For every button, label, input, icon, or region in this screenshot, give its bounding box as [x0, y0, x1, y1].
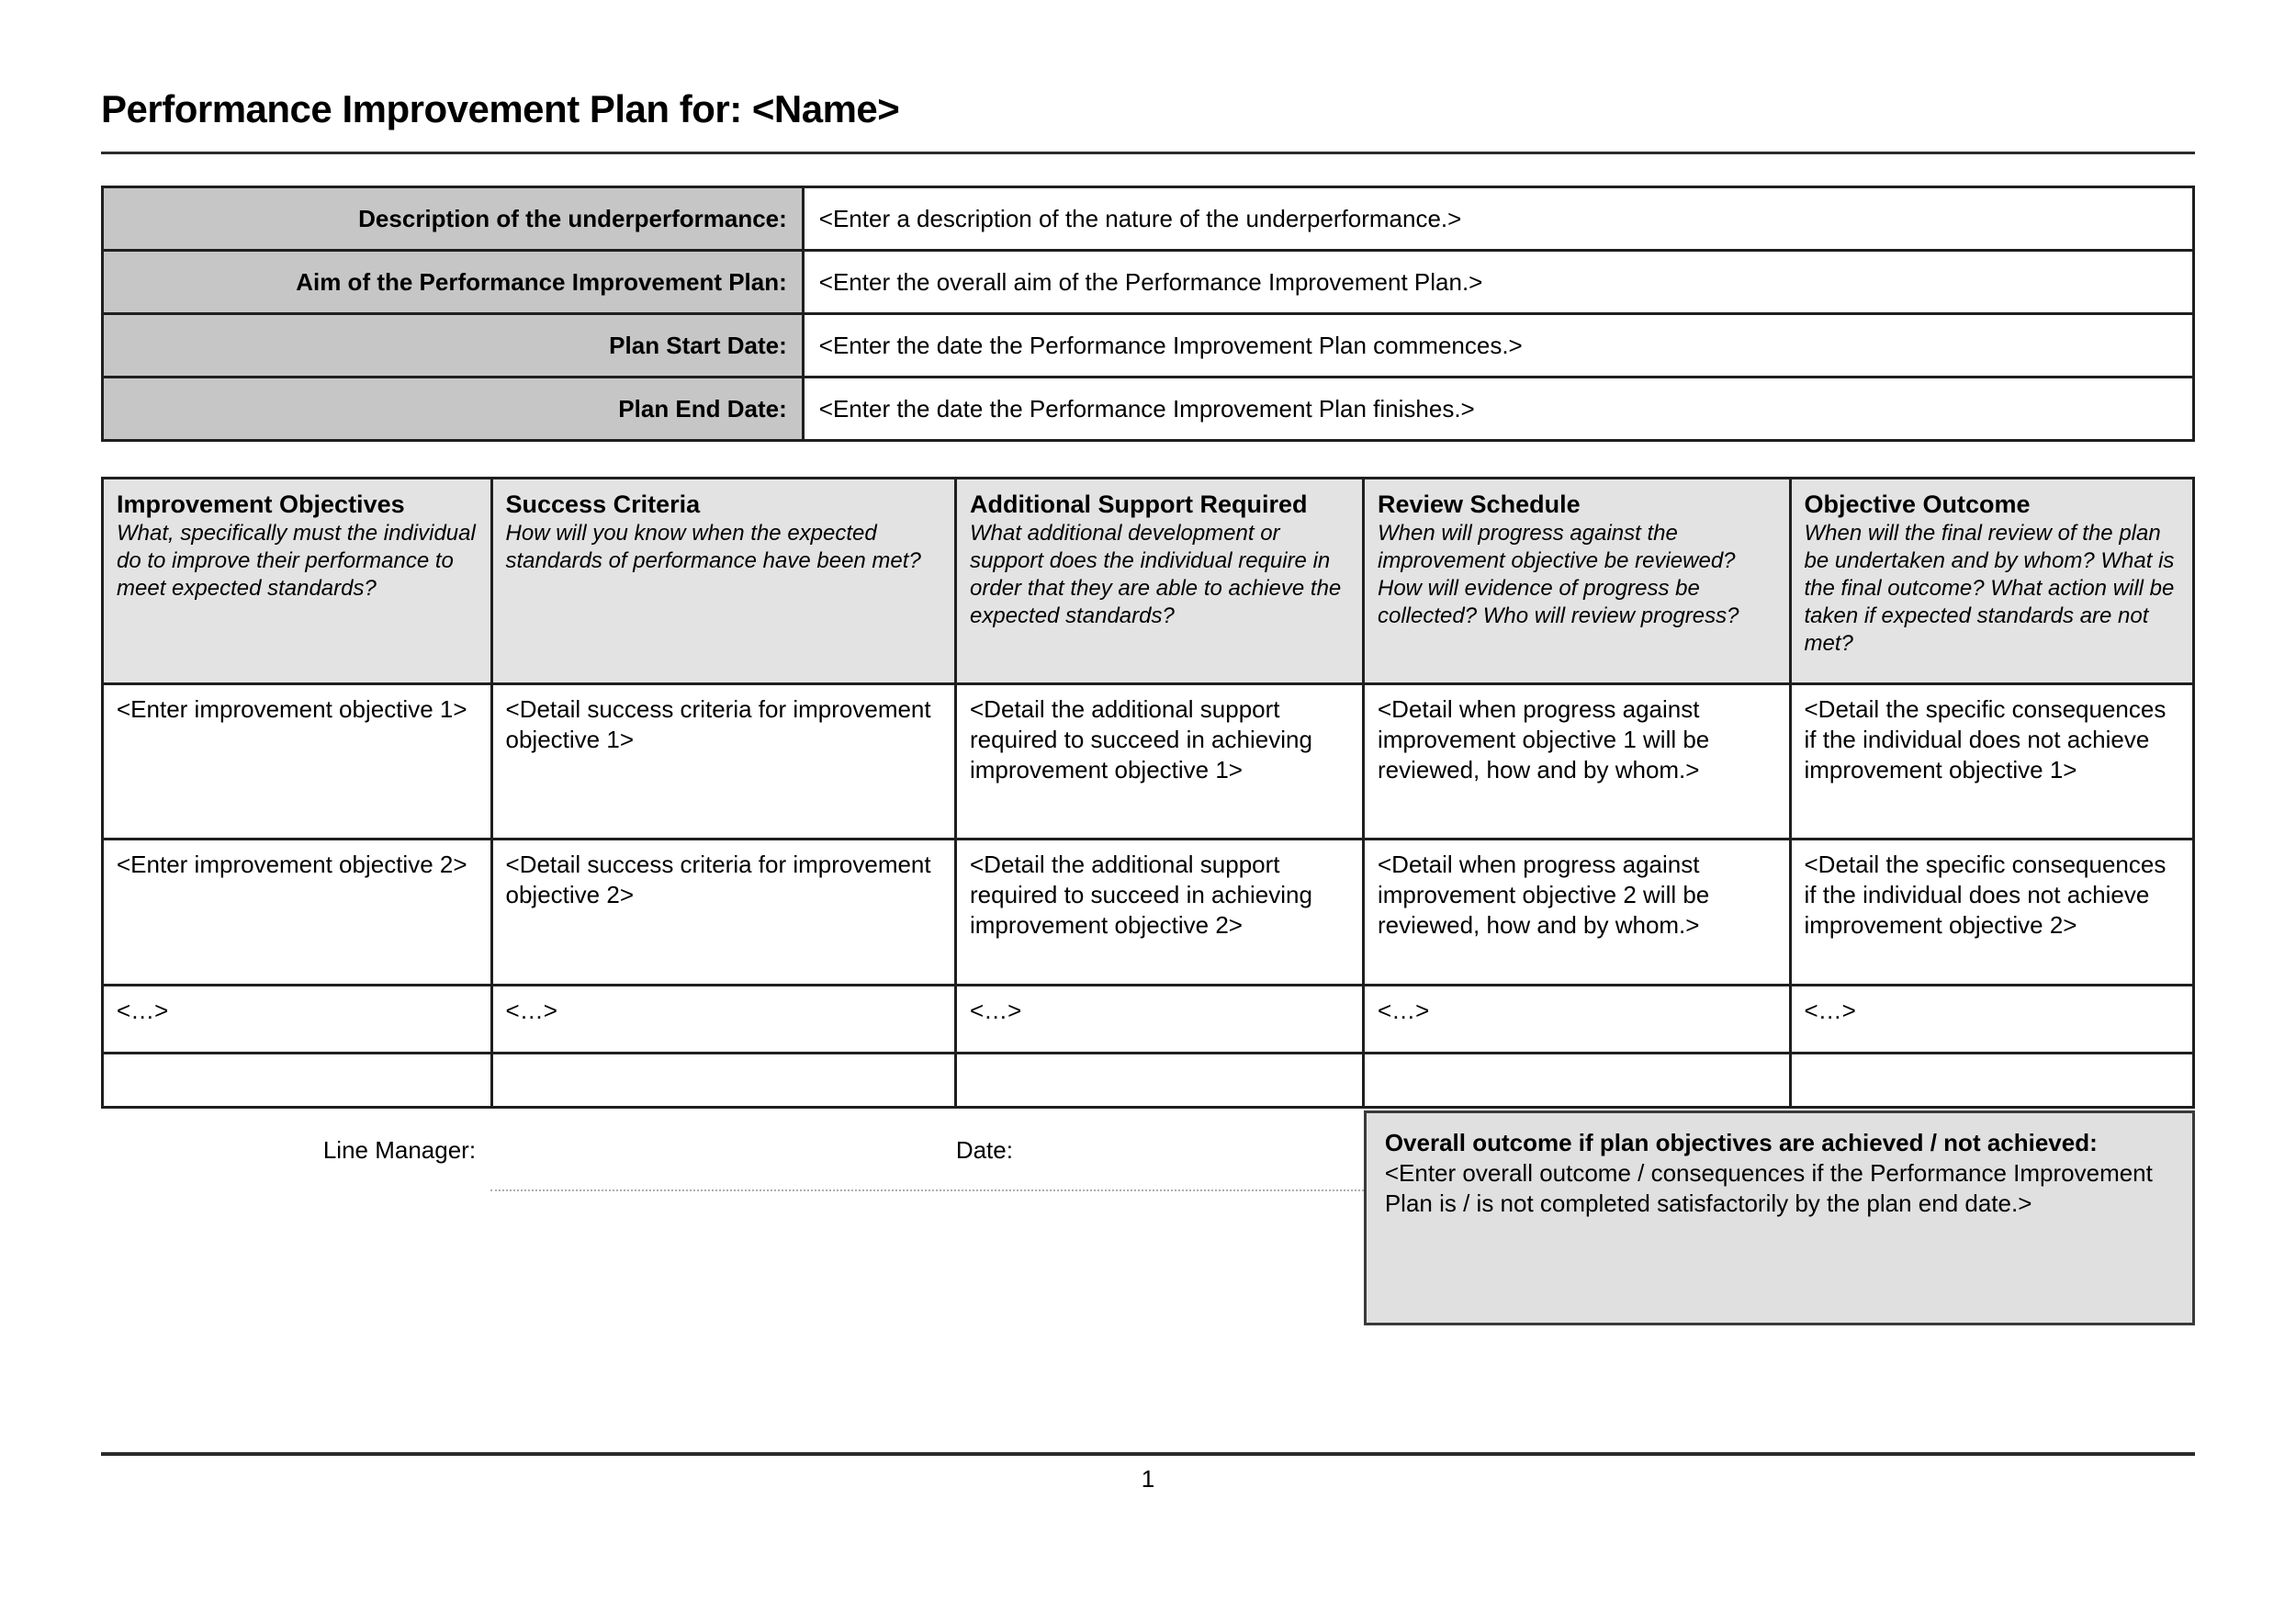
objective-cell [491, 1054, 955, 1108]
meta-row [103, 378, 2194, 441]
signature-section [101, 1110, 2195, 1325]
objective-cell: <Detail when progress against improvement objective 2 will be reviewed, how and by whom.> [1364, 840, 1791, 986]
objective-row [103, 840, 2194, 986]
objective-cell: <Enter improvement objective 2> [103, 840, 492, 986]
line-manager-label: Line Manager: [322, 1136, 477, 1164]
objective-cell: <Detail the additional support required to succeed in achieving improvement objective 2> [956, 840, 1364, 986]
meta-value-cell: <Enter the overall aim of the Performance Improvement Plan.> [803, 251, 2193, 314]
column-header-description: When will the final review of the plan be undertaken and by whom? What is the final outcome? What action will be taken if expected standards are not met? [1804, 521, 2175, 656]
plan-meta-table [101, 186, 2195, 442]
objective-cell: <Detail the additional support required to succeed in achieving improvement objective 1> [956, 684, 1364, 840]
column-header-cell [103, 479, 492, 684]
empty-row [103, 1054, 2194, 1108]
meta-value-cell: <Enter a description of the nature of the underperformance.> [803, 187, 2193, 251]
outcome-heading: Overall outcome if plan objectives are achieved / not achieved: [1384, 1129, 2098, 1156]
objective-cell: <Detail success criteria for improvement objective 1> [491, 684, 955, 840]
objectives-table [101, 477, 2195, 1109]
outcome-text: <Enter overall outcome / consequences if the Performance Improvement Plan is / is not completed satisfactorily by the plan end date.> [1384, 1159, 2153, 1217]
page-footer [101, 1452, 2195, 1493]
column-header-description: When will progress against the improvement objective be reviewed? How will evidence of progress be collected? Who will review progress? [1378, 521, 1739, 628]
objective-row [103, 684, 2194, 840]
objective-cell [1790, 1054, 2194, 1108]
objective-cell: <Detail the specific consequences if the individual does not achieve improvement objective 2> [1790, 840, 2194, 986]
ellipsis-row [103, 986, 2194, 1054]
signature-line [490, 1110, 1364, 1191]
column-header-title: Improvement Objectives [117, 490, 405, 518]
objective-cell: <…> [491, 986, 955, 1054]
column-header-title: Objective Outcome [1804, 490, 2031, 518]
meta-row [103, 251, 2194, 314]
objective-cell: <Detail the specific consequences if the individual does not achieve improvement objective 1> [1790, 684, 2194, 840]
column-header-title: Additional Support Required [970, 490, 1308, 518]
column-header-description: How will you know when the expected standards of performance have been met? [505, 521, 921, 573]
outcome-box [1364, 1110, 2195, 1325]
meta-row [103, 314, 2194, 378]
objective-cell: <Detail when progress against improvement objective 1 will be reviewed, how and by whom.> [1364, 684, 1791, 840]
meta-value-cell: <Enter the date the Performance Improvement Plan finishes.> [803, 378, 2193, 441]
objective-cell: <…> [1790, 986, 2194, 1054]
meta-label-cell: Plan Start Date: [103, 314, 804, 378]
meta-label-cell: Aim of the Performance Improvement Plan: [103, 251, 804, 314]
meta-label-cell: Plan End Date: [103, 378, 804, 441]
objective-cell: <…> [103, 986, 492, 1054]
column-header-title: Success Criteria [505, 490, 701, 518]
column-header-cell [1364, 479, 1791, 684]
column-header-cell [956, 479, 1364, 684]
objective-cell [956, 1054, 1364, 1108]
objective-cell: <…> [1364, 986, 1791, 1054]
objective-cell [103, 1054, 492, 1108]
meta-row [103, 187, 2194, 251]
page-title: Performance Improvement Plan for: <Name> [101, 87, 2195, 154]
objective-cell: <…> [956, 986, 1364, 1054]
column-header-title: Review Schedule [1378, 490, 1581, 518]
objective-cell [1364, 1054, 1791, 1108]
objective-cell: <Enter improvement objective 1> [103, 684, 492, 840]
footer-rule [101, 1452, 2195, 1456]
date-label: Date: [955, 1136, 1013, 1164]
meta-value-cell: <Enter the date the Performance Improvement Plan commences.> [803, 314, 2193, 378]
objectives-header-row [103, 479, 2194, 684]
column-header-description: What, specifically must the individual do to improve their performance to meet expected standards? [117, 521, 476, 601]
meta-label-cell: Description of the underperformance: [103, 187, 804, 251]
column-header-cell [491, 479, 955, 684]
column-header-cell [1790, 479, 2194, 684]
page-number: 1 [1141, 1465, 1155, 1493]
objective-cell: <Detail success criteria for improvement objective 2> [491, 840, 955, 986]
column-header-description: What additional development or support does the individual require in order that they are able to achieve the expected standards? [970, 521, 1342, 628]
